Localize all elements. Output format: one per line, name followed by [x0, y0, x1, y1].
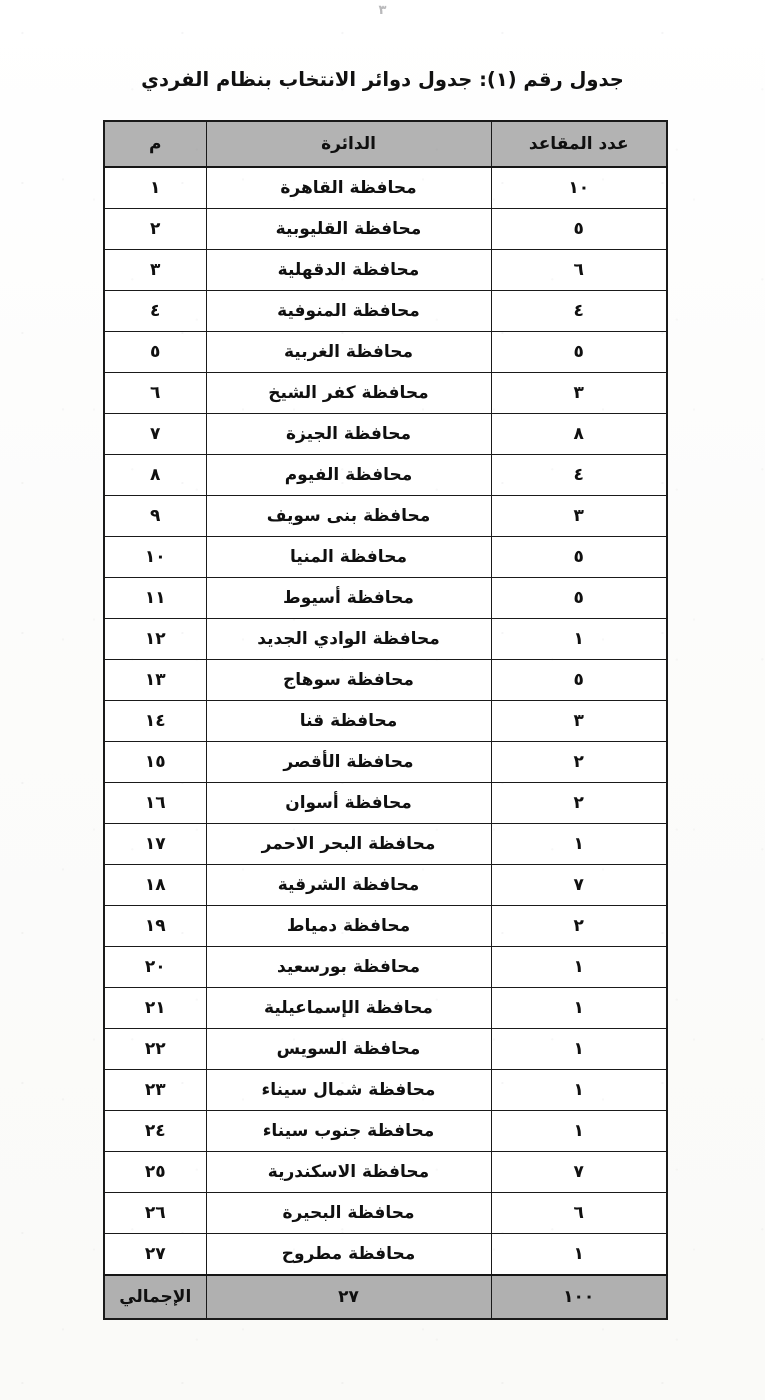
table-row — [104, 414, 667, 455]
cell-district: محافظة البحيرة — [206, 1193, 491, 1234]
cell-index: ١٣ — [104, 660, 206, 701]
cell-district: محافظة الوادي الجديد — [206, 619, 491, 660]
cell-district: محافظة القليوبية — [206, 209, 491, 250]
cell-index: ١١ — [104, 578, 206, 619]
table-row — [104, 865, 667, 906]
cell-district: محافظة البحر الاحمر — [206, 824, 491, 865]
cell-index: ٨ — [104, 455, 206, 496]
cell-seats: ٨ — [491, 414, 667, 455]
table-row — [104, 988, 667, 1029]
cell-index: ٣ — [104, 250, 206, 291]
cell-seats: ٤ — [491, 455, 667, 496]
cell-seats: ٣ — [491, 496, 667, 537]
cell-seats: ٥ — [491, 578, 667, 619]
column-header-index: م — [104, 121, 206, 167]
cell-district: محافظة الجيزة — [206, 414, 491, 455]
cell-index: ٥ — [104, 332, 206, 373]
table-row — [104, 167, 667, 209]
cell-seats: ٥ — [491, 332, 667, 373]
cell-index: ٢ — [104, 209, 206, 250]
cell-district: محافظة أسيوط — [206, 578, 491, 619]
column-header-district: الدائرة — [206, 121, 491, 167]
cell-index: ٢٧ — [104, 1234, 206, 1276]
cell-district: محافظة سوهاج — [206, 660, 491, 701]
table-footer — [104, 1275, 667, 1319]
cell-index: ٢١ — [104, 988, 206, 1029]
table-row — [104, 537, 667, 578]
cell-district: محافظة الغربية — [206, 332, 491, 373]
cell-district: محافظة بورسعيد — [206, 947, 491, 988]
cell-district: محافظة بنى سويف — [206, 496, 491, 537]
cell-seats: ١ — [491, 947, 667, 988]
cell-seats: ٥ — [491, 660, 667, 701]
cell-seats: ٥ — [491, 209, 667, 250]
cell-index: ١٧ — [104, 824, 206, 865]
total-district-count: ٢٧ — [206, 1275, 491, 1319]
cell-seats: ٦ — [491, 1193, 667, 1234]
cell-index: ٤ — [104, 291, 206, 332]
table-row — [104, 1234, 667, 1276]
cell-index: ١٦ — [104, 783, 206, 824]
cell-index: ١٨ — [104, 865, 206, 906]
cell-district: محافظة الإسماعيلية — [206, 988, 491, 1029]
table-row — [104, 660, 667, 701]
total-label: الإجمالي — [104, 1275, 206, 1319]
total-seats: ١٠٠ — [491, 1275, 667, 1319]
table-row — [104, 209, 667, 250]
cell-district: محافظة الاسكندرية — [206, 1152, 491, 1193]
cell-district: محافظة شمال سيناء — [206, 1070, 491, 1111]
page-title: جدول رقم (١): جدول دوائر الانتخاب بنظام الفردي — [141, 68, 624, 91]
cell-index: ١ — [104, 167, 206, 209]
cell-seats: ٣ — [491, 373, 667, 414]
cell-seats: ٣ — [491, 701, 667, 742]
cell-index: ٢٣ — [104, 1070, 206, 1111]
table-row — [104, 1193, 667, 1234]
table-row — [104, 1111, 667, 1152]
table-row — [104, 332, 667, 373]
cell-district: محافظة جنوب سيناء — [206, 1111, 491, 1152]
cell-index: ٢٥ — [104, 1152, 206, 1193]
cell-district: محافظة مطروح — [206, 1234, 491, 1276]
cell-seats: ٢ — [491, 906, 667, 947]
cell-seats: ١ — [491, 1111, 667, 1152]
cell-district: محافظة الفيوم — [206, 455, 491, 496]
cell-district: محافظة المنيا — [206, 537, 491, 578]
cell-seats: ١٠ — [491, 167, 667, 209]
cell-index: ٢٢ — [104, 1029, 206, 1070]
table-row — [104, 824, 667, 865]
column-header-seats: عدد المقاعد — [491, 121, 667, 167]
cell-seats: ١ — [491, 824, 667, 865]
table-body — [104, 167, 667, 1275]
table-row — [104, 455, 667, 496]
cell-index: ٢٦ — [104, 1193, 206, 1234]
table-row — [104, 291, 667, 332]
cell-index: ٩ — [104, 496, 206, 537]
table-row — [104, 1029, 667, 1070]
cell-seats: ٤ — [491, 291, 667, 332]
table-row — [104, 578, 667, 619]
table-row — [104, 1070, 667, 1111]
table-row — [104, 619, 667, 660]
cell-seats: ٢ — [491, 742, 667, 783]
cell-seats: ١ — [491, 1234, 667, 1276]
table-row — [104, 250, 667, 291]
cell-district: محافظة كفر الشيخ — [206, 373, 491, 414]
table-row — [104, 496, 667, 537]
total-row — [104, 1275, 667, 1319]
table-row — [104, 947, 667, 988]
table-header — [104, 121, 667, 167]
cell-district: محافظة القاهرة — [206, 167, 491, 209]
cell-index: ١٩ — [104, 906, 206, 947]
cell-district: محافظة السويس — [206, 1029, 491, 1070]
table-container — [105, 120, 668, 1320]
cell-district: محافظة الأقصر — [206, 742, 491, 783]
table-row — [104, 373, 667, 414]
cell-seats: ١ — [491, 1070, 667, 1111]
table-row — [104, 783, 667, 824]
cell-seats: ٥ — [491, 537, 667, 578]
cell-index: ٢٤ — [104, 1111, 206, 1152]
page-number: ٣ — [378, 2, 387, 17]
cell-district: محافظة قنا — [206, 701, 491, 742]
table-row — [104, 701, 667, 742]
cell-district: محافظة الدقهلية — [206, 250, 491, 291]
cell-index: ١٠ — [104, 537, 206, 578]
cell-seats: ٢ — [491, 783, 667, 824]
table-header-row — [104, 121, 667, 167]
table-row — [104, 1152, 667, 1193]
cell-district: محافظة دمياط — [206, 906, 491, 947]
cell-index: ١٢ — [104, 619, 206, 660]
table-row — [104, 742, 667, 783]
cell-seats: ١ — [491, 988, 667, 1029]
cell-index: ١٥ — [104, 742, 206, 783]
cell-index: ٢٠ — [104, 947, 206, 988]
cell-district: محافظة أسوان — [206, 783, 491, 824]
electoral-districts-table — [103, 120, 668, 1320]
cell-seats: ٧ — [491, 1152, 667, 1193]
cell-seats: ٦ — [491, 250, 667, 291]
cell-index: ٦ — [104, 373, 206, 414]
cell-index: ٧ — [104, 414, 206, 455]
cell-seats: ١ — [491, 1029, 667, 1070]
cell-index: ١٤ — [104, 701, 206, 742]
cell-seats: ٧ — [491, 865, 667, 906]
cell-district: محافظة المنوفية — [206, 291, 491, 332]
cell-district: محافظة الشرقية — [206, 865, 491, 906]
cell-seats: ١ — [491, 619, 667, 660]
table-row — [104, 906, 667, 947]
